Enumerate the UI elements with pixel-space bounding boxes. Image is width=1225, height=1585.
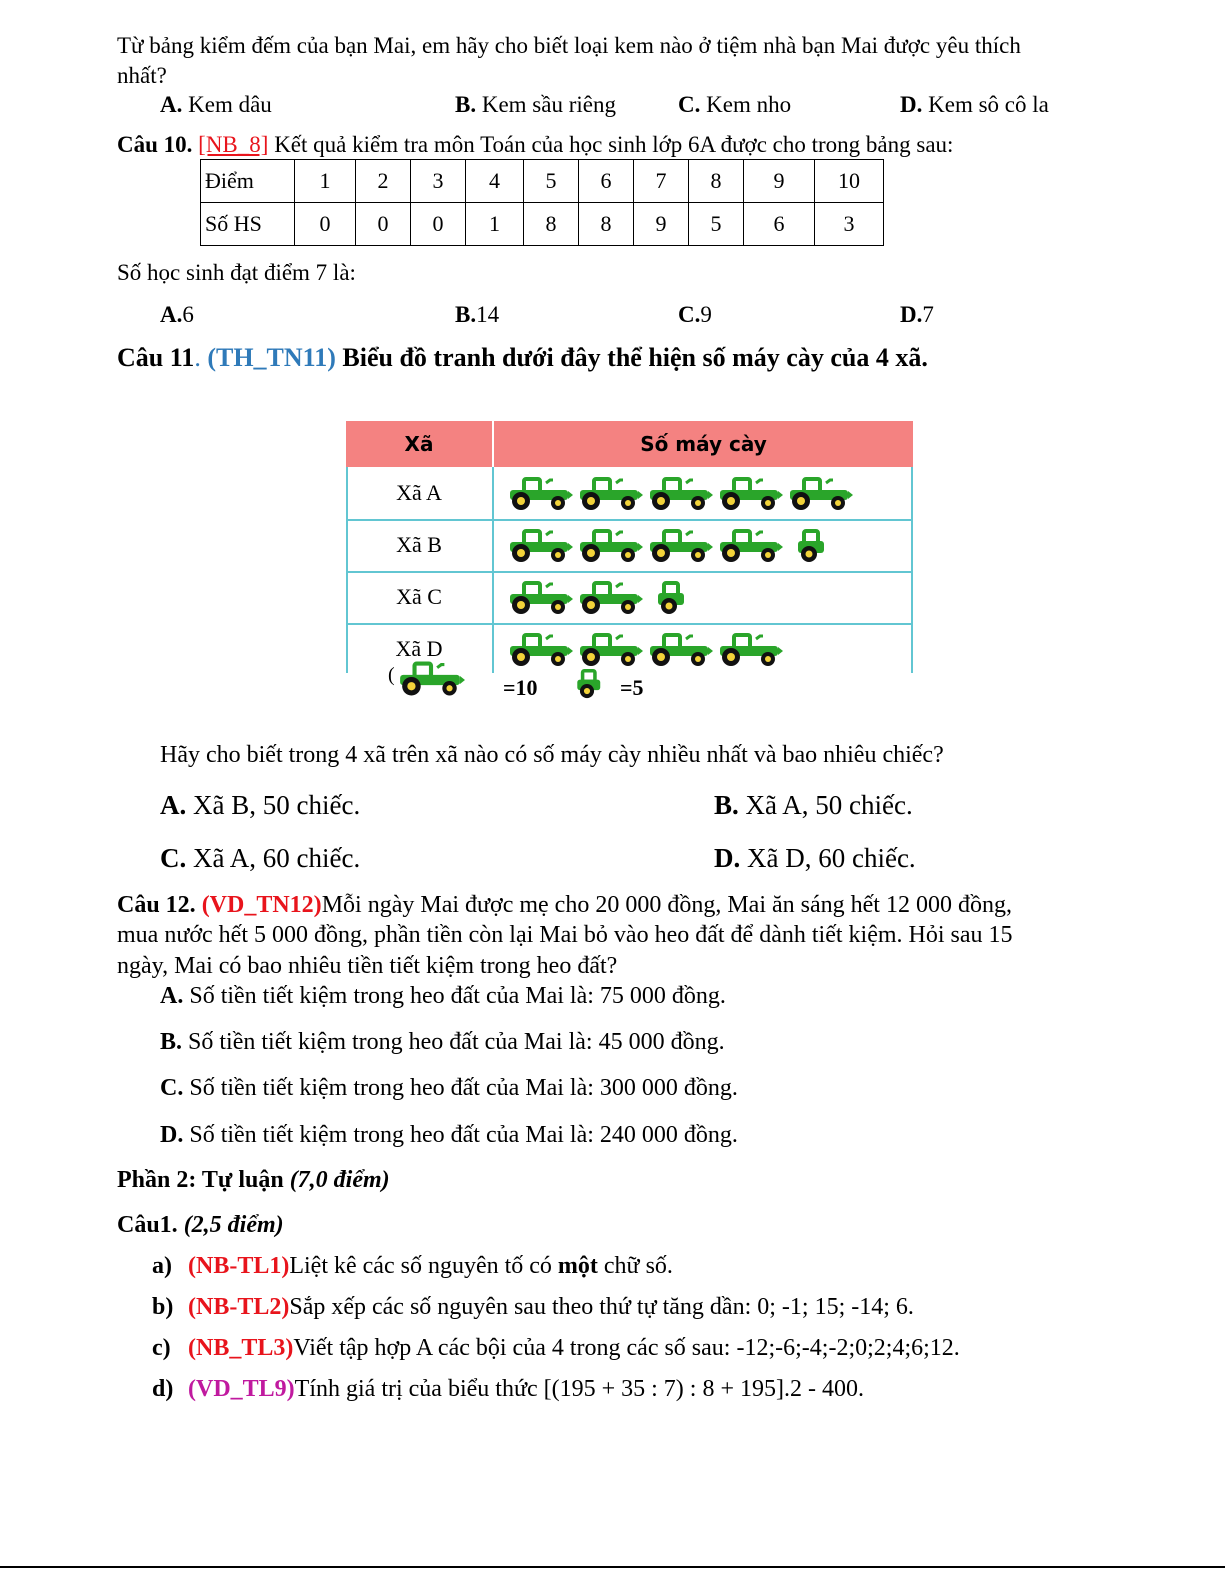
- q10-option-d[interactable]: D.7: [900, 302, 934, 327]
- q12-line1: Câu 12. (VD_TN12)Mỗi ngày Mai được mẹ cho 20 000 đồng, Mai ăn sáng hết 12 000 đồng,: [117, 892, 1012, 918]
- q9-stem-line1: Từ bảng kiểm đếm của bạn Mai, em hãy cho biết loại kem nào ở tiệm nhà bạn Mai được yêu thích: [117, 33, 1021, 58]
- q9-option-a[interactable]: A. Kem dâu: [160, 92, 272, 117]
- q9-option-b[interactable]: B. Kem sầu riêng: [455, 92, 616, 117]
- q12-option-c[interactable]: C. Số tiền tiết kiệm trong heo đất của Mai là: 300 000 đồng.: [160, 1075, 738, 1101]
- count-cell: 6: [744, 203, 815, 246]
- score-cell: 5: [524, 160, 579, 203]
- q12-line3: ngày, Mai có bao nhiêu tiền tiết kiệm trong heo đất?: [117, 953, 618, 979]
- tractor-full-icon: [506, 477, 574, 511]
- row-label: Xã D: [346, 623, 494, 673]
- score-cell: 1: [295, 160, 356, 203]
- part2-title: Phần 2: Tự luận (7,0 điểm): [117, 1167, 390, 1193]
- q10-stem: Câu 10. [NB_8] Kết quả kiểm tra môn Toán của học sinh lớp 6A được cho trong bảng sau:: [117, 132, 954, 157]
- row-label: Xã C: [346, 571, 494, 623]
- tractor-full-icon: [506, 633, 574, 667]
- row-icons: [506, 581, 686, 615]
- score-cell: 8: [689, 160, 744, 203]
- tractor-full-icon: [576, 633, 644, 667]
- page-bottom-rule: [0, 1566, 1225, 1568]
- pictograph-row: [346, 467, 913, 521]
- q11-option-c[interactable]: C. Xã A, 60 chiếc.: [160, 843, 361, 873]
- tractor-full-icon: [506, 581, 574, 615]
- legend-paren: (: [388, 664, 395, 686]
- q11-stem: Câu 11. (TH_TN11) Biểu đồ tranh dưới đây thể hiện số máy cày của 4 xã.: [117, 343, 928, 372]
- q11-option-a[interactable]: A. Xã B, 50 chiếc.: [160, 790, 361, 820]
- tractor-full-icon: [716, 633, 784, 667]
- pictograph-row: [346, 519, 913, 573]
- q10-option-c[interactable]: C.9: [678, 302, 712, 327]
- q12-option-a[interactable]: A. Số tiền tiết kiệm trong heo đất của Mai là: 75 000 đồng.: [160, 983, 726, 1009]
- tractor-full-icon: [646, 529, 714, 563]
- col-header-commune: Xã: [346, 421, 494, 467]
- count-cell: 3: [815, 203, 884, 246]
- count-cell: 0: [356, 203, 411, 246]
- row-icons: [506, 633, 784, 667]
- q11-question: Hãy cho biết trong 4 xã trên xã nào có số máy cày nhiều nhất và bao nhiêu chiếc?: [160, 742, 944, 768]
- legend-full-value: =10: [503, 675, 538, 700]
- tractor-full-icon: [506, 529, 574, 563]
- q10-option-b[interactable]: B.14: [455, 302, 500, 327]
- score-cell: 6: [579, 160, 634, 203]
- q9-option-d[interactable]: D. Kem sô cô la: [900, 92, 1049, 117]
- q11-option-d[interactable]: D. Xã D, 60 chiếc.: [714, 843, 916, 873]
- tractor-full-icon: [716, 529, 784, 563]
- tractor-full-icon: [716, 477, 784, 511]
- cau1-item-c: c) (NB_TL3)Viết tập hợp A các bội của 4 trong các số sau: -12;-6;-4;-2;0;2;4;6;12.: [152, 1335, 960, 1361]
- row-label: Xã A: [346, 467, 494, 519]
- cau1-title: Câu1. (2,5 điểm): [117, 1212, 284, 1238]
- q11-option-b[interactable]: B. Xã A, 50 chiếc.: [714, 790, 913, 820]
- score-header: Điểm: [201, 160, 295, 203]
- legend-half-value: =5: [620, 675, 644, 700]
- q12-option-b[interactable]: B. Số tiền tiết kiệm trong heo đất của Mai là: 45 000 đồng.: [160, 1029, 725, 1055]
- row-icons: [506, 477, 854, 511]
- q10-option-a[interactable]: A.6: [160, 302, 194, 327]
- count-cell: 0: [411, 203, 466, 246]
- pictograph-header: [346, 421, 913, 467]
- tractor-half-icon: [572, 668, 602, 700]
- col-header-count: Số máy cày: [640, 432, 767, 456]
- row-icons: [506, 529, 826, 563]
- score-cell: 10: [815, 160, 884, 203]
- count-cell: 8: [579, 203, 634, 246]
- score-table: [200, 159, 884, 246]
- tractor-full-icon: [786, 477, 854, 511]
- count-cell: 8: [524, 203, 579, 246]
- tractor-full-icon: [646, 633, 714, 667]
- count-cell: 1: [466, 203, 524, 246]
- score-cell: 7: [634, 160, 689, 203]
- score-cell: 4: [466, 160, 524, 203]
- count-cell: 5: [689, 203, 744, 246]
- tractor-full-icon: [646, 477, 714, 511]
- row-label: Xã B: [346, 519, 494, 571]
- tractor-full-icon: [576, 529, 644, 563]
- count-cell: 0: [295, 203, 356, 246]
- score-row: [201, 160, 884, 203]
- cau1-item-a: a) (NB-TL1)Liệt kê các số nguyên tố có một chữ số.: [152, 1253, 673, 1279]
- score-cell: 2: [356, 160, 411, 203]
- q12-option-d[interactable]: D. Số tiền tiết kiệm trong heo đất của Mai là: 240 000 đồng.: [160, 1122, 738, 1148]
- q12-line2: mua nước hết 5 000 đồng, phần tiền còn lại Mai bỏ vào heo đất để dành tiết kiệm. Hỏi sau 15: [117, 922, 1013, 948]
- score-cell: 3: [411, 160, 466, 203]
- tractor-half-icon: [792, 529, 826, 563]
- cau1-item-d: d) (VD_TL9)Tính giá trị của biểu thức [(195 + 35 : 7) : 8 + 195].2 - 400.: [152, 1376, 864, 1402]
- tractor-full-icon: [576, 581, 644, 615]
- q9-option-c[interactable]: C. Kem nho: [678, 92, 792, 117]
- q10-question: Số học sinh đạt điểm 7 là:: [117, 260, 356, 285]
- count-cell: 9: [634, 203, 689, 246]
- score-cell: 9: [744, 160, 815, 203]
- tractor-full-icon: [396, 660, 466, 698]
- count-row: [201, 203, 884, 246]
- tractor-full-icon: [576, 477, 644, 511]
- pictograph-row: [346, 571, 913, 625]
- q9-stem-line2: nhất?: [117, 63, 167, 88]
- cau1-item-b: b) (NB-TL2)Sắp xếp các số nguyên sau theo thứ tự tăng dần: 0; -1; 15; -14; 6.: [152, 1294, 914, 1320]
- count-header: Số HS: [201, 203, 295, 246]
- tractor-half-icon: [652, 581, 686, 615]
